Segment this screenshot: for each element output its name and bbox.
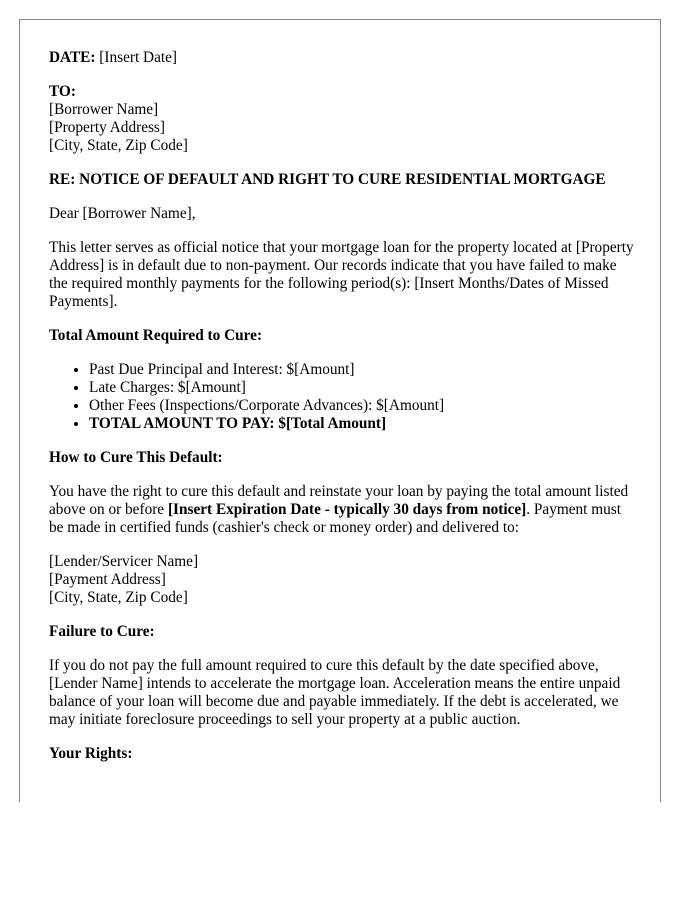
recipient-city-state-zip: [City, State, Zip Code]: [49, 137, 188, 154]
recipient-address: [Property Address]: [49, 119, 165, 136]
salutation: Dear [Borrower Name],: [49, 205, 196, 222]
payee-city-state-zip: [City, State, Zip Code]: [49, 589, 188, 606]
failure-paragraph: If you do not pay the full amount required to cure this default by the date specified above, [Lender Name] intends to accelerate the mortgage loan. Acceleration means the entire unpaid balance of your loan will become due and payable immediately. If the debt is accelerated, we may initiate foreclosure proceedings to sell your property at a public auction.: [49, 657, 621, 728]
to-label: TO:: [49, 83, 76, 100]
cure-text-before: You have the right to cure this default and reinstate your loan by paying the total amount listed above on or before: [49, 483, 629, 518]
amount-list: [49, 361, 635, 433]
cure-deadline: [Insert Expiration Date - typically 30 days from notice]: [167, 501, 527, 518]
total-amount-heading: Total Amount Required to Cure:: [49, 327, 263, 344]
payee-block: [49, 553, 635, 607]
payee-address: [Payment Address]: [49, 571, 166, 588]
cure-text-after: . Payment must be made in certified funds (cashier's check or money order) and delivered to:: [49, 501, 622, 536]
date-line: [49, 49, 635, 67]
payee-name: [Lender/Servicer Name]: [49, 553, 199, 570]
list-item: • Late Charges: $[Amount]: [89, 379, 635, 397]
cure-paragraph: [49, 483, 635, 537]
subject-line: RE: NOTICE OF DEFAULT AND RIGHT TO CURE RESIDENTIAL MORTGAGE: [49, 171, 606, 188]
failure-heading: Failure to Cure:: [49, 623, 155, 640]
letter-page: [19, 19, 661, 802]
letter-content: [49, 49, 635, 779]
total-amount-item: • TOTAL AMOUNT TO PAY: $[Total Amount]: [89, 415, 635, 433]
cure-heading: How to Cure This Default:: [49, 449, 223, 466]
date-label: DATE:: [49, 49, 96, 66]
rights-heading: Your Rights:: [49, 745, 133, 762]
recipient-name: [Borrower Name]: [49, 101, 159, 118]
list-item: • Other Fees (Inspections/Corporate Advances): $[Amount]: [89, 397, 635, 415]
date-value: [Insert Date]: [99, 49, 178, 66]
intro-paragraph: This letter serves as official notice that your mortgage loan for the property located at [Property Address] is in default due to non-payment. Our records indicate that you have failed to make the required monthly payments for the following period(s): [Insert Months/Dates of Missed Payments].: [49, 239, 634, 310]
list-item: • Past Due Principal and Interest: $[Amount]: [89, 361, 635, 379]
recipient-block: [49, 83, 635, 155]
